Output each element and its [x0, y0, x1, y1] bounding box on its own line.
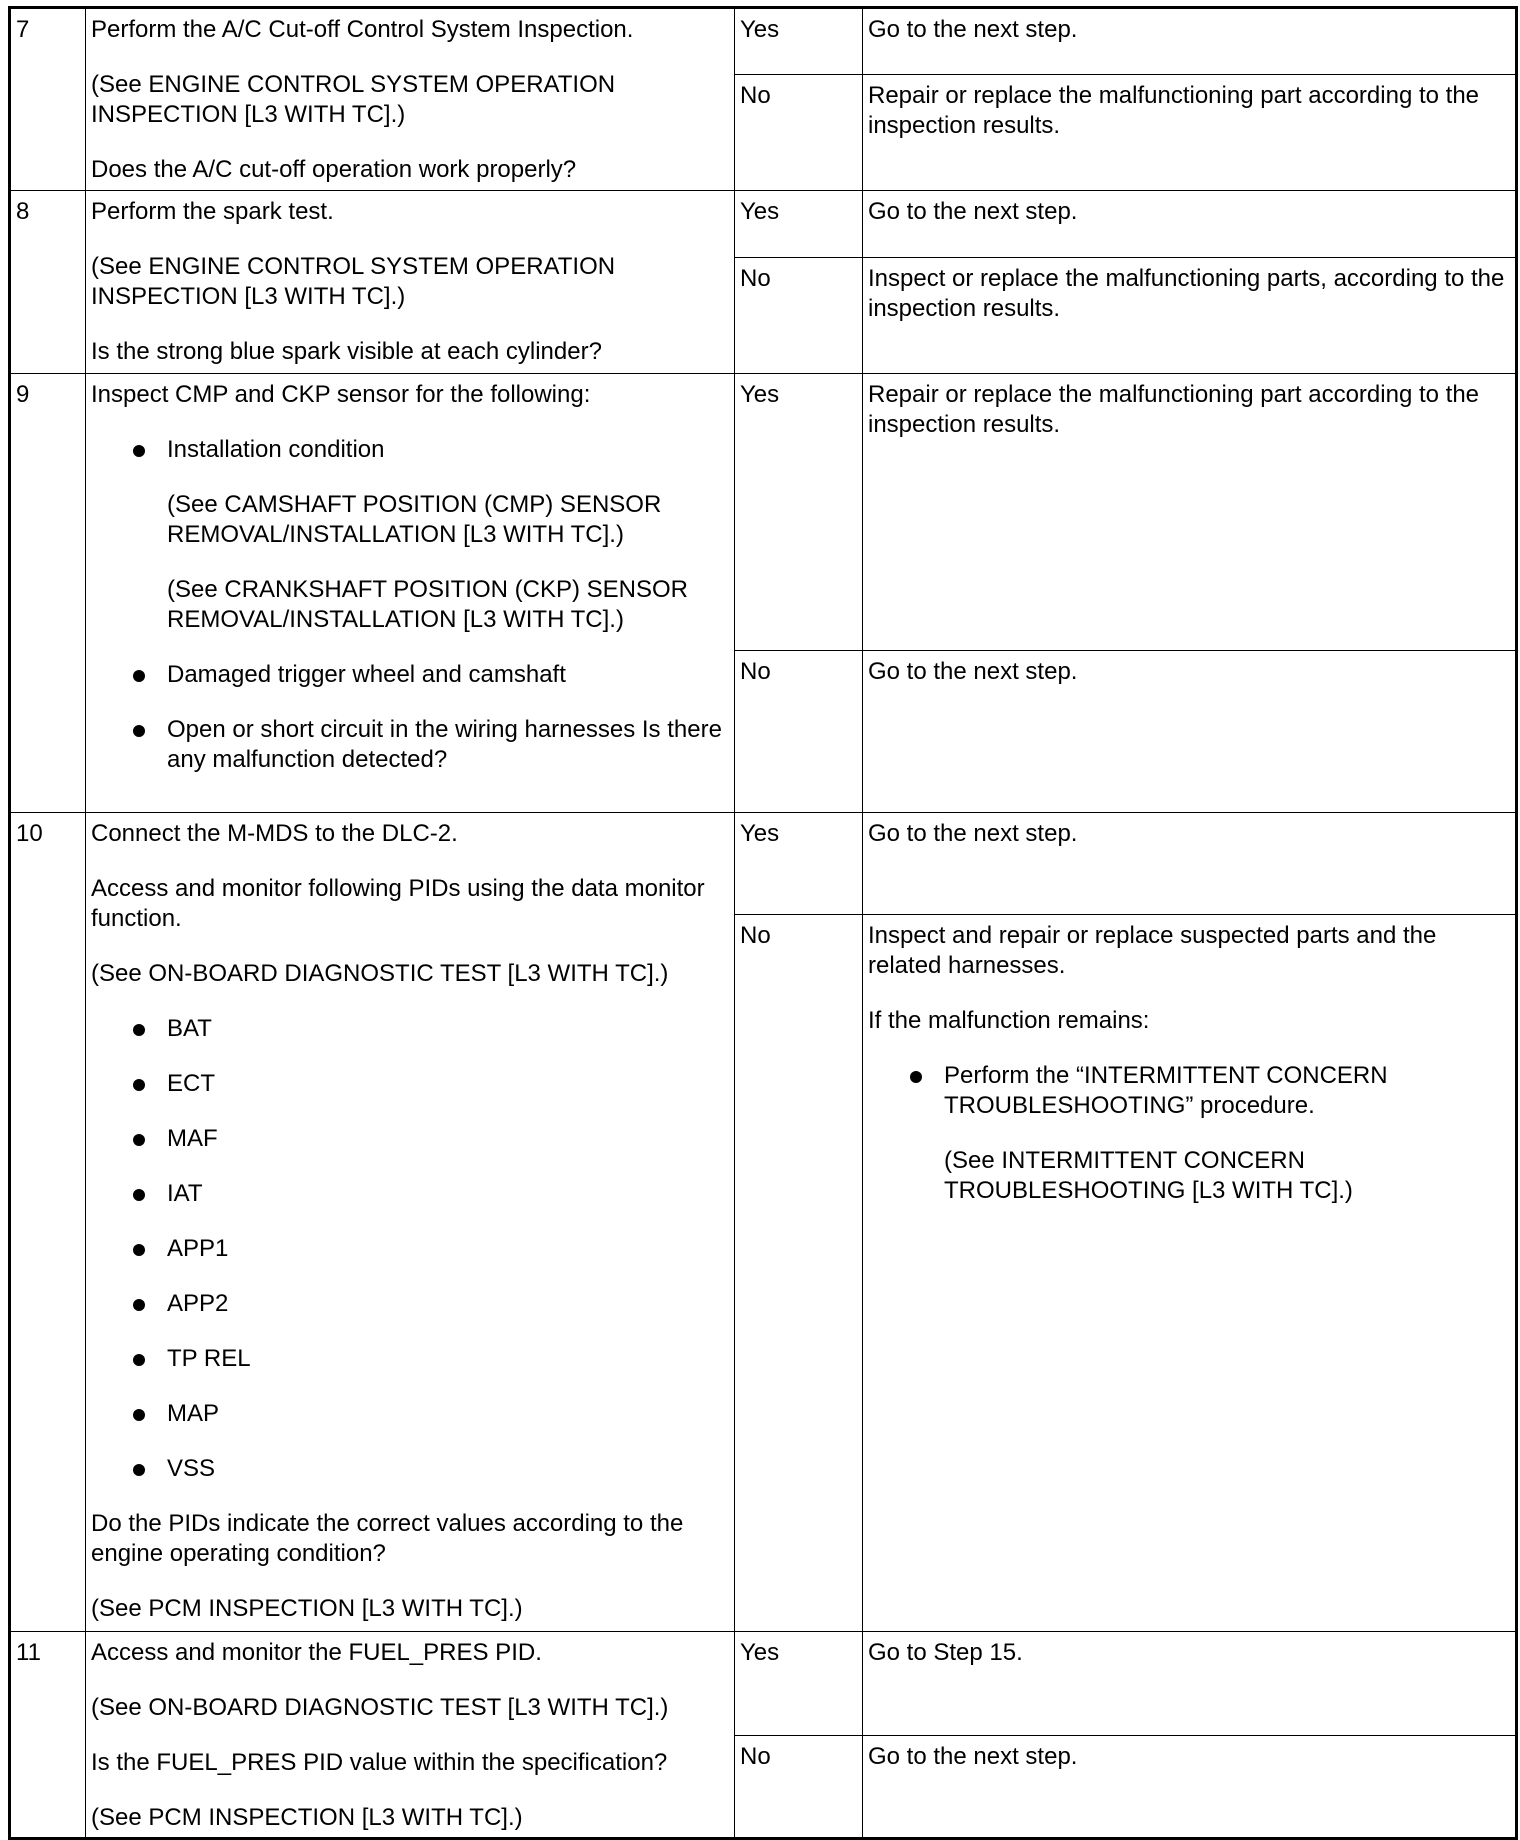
list-item: MAP — [91, 1399, 726, 1429]
bullet-icon — [133, 1244, 145, 1256]
result-text: Inspect and repair or replace suspected parts and the related harnesses. — [868, 922, 1437, 979]
result-no — [863, 915, 1517, 1632]
list-item: Damaged trigger wheel and camshaft — [91, 660, 726, 690]
diagnostic-procedure-table — [8, 6, 1518, 1840]
bullet-icon — [133, 725, 145, 737]
action-text: Inspect CMP and CKP sensor for the following: — [91, 381, 591, 408]
question-text: Does the A/C cut-off operation work properly? — [91, 156, 577, 183]
bullet-icon — [133, 1024, 145, 1036]
step-action — [86, 374, 735, 813]
bullet-icon — [133, 1464, 145, 1476]
list-item: Open or short circuit in the wiring harnesses Is there any malfunction detected? — [91, 715, 726, 775]
list-item: APP1 — [91, 1234, 726, 1264]
pid-list — [91, 1014, 726, 1484]
step-number: 11 — [10, 1632, 86, 1839]
step-10-row-yes — [10, 813, 1517, 915]
question-text: Is the FUEL_PRES PID value within the specification? — [91, 1749, 668, 1776]
reference-text: (See CRANKSHAFT POSITION (CKP) SENSOR REMOVAL/INSTALLATION [L3 WITH TC].) — [167, 576, 688, 633]
result-no: Go to the next step. — [863, 651, 1517, 813]
reference-text: (See ENGINE CONTROL SYSTEM OPERATION INSPECTION [L3 WITH TC].) — [91, 71, 616, 128]
answer-no: No — [735, 75, 863, 191]
answer-no: No — [735, 915, 863, 1632]
step-action — [86, 8, 735, 191]
list-item: TP REL — [91, 1344, 726, 1374]
result-no: Inspect or replace the malfunctioning parts, according to the inspection results. — [863, 258, 1517, 374]
list-item: APP2 — [91, 1289, 726, 1319]
question-text: Do the PIDs indicate the correct values according to the engine operating condition? — [91, 1510, 684, 1567]
answer-yes: Yes — [735, 8, 863, 75]
bullet-icon — [910, 1071, 922, 1083]
step-number: 9 — [10, 374, 86, 813]
step-9-row-yes — [10, 374, 1517, 651]
answer-yes: Yes — [735, 1632, 863, 1736]
reference-text: (See ON-BOARD DIAGNOSTIC TEST [L3 WITH TC].) — [91, 960, 669, 987]
reference-text: (See INTERMITTENT CONCERN TROUBLESHOOTING [L3 WITH TC].) — [944, 1147, 1353, 1204]
step-7-row-yes — [10, 8, 1517, 75]
result-no: Go to the next step. — [863, 1736, 1517, 1839]
result-yes: Go to the next step. — [863, 191, 1517, 258]
bullet-icon — [133, 670, 145, 682]
step-number: 10 — [10, 813, 86, 1632]
followup-list — [868, 1061, 1507, 1206]
result-no: Repair or replace the malfunctioning part according to the inspection results. — [863, 75, 1517, 191]
answer-yes: Yes — [735, 374, 863, 651]
answer-no: No — [735, 651, 863, 813]
answer-no: No — [735, 258, 863, 374]
action-text: Connect the M-MDS to the DLC-2. — [91, 820, 458, 847]
bullet-icon — [133, 445, 145, 457]
step-number: 8 — [10, 191, 86, 374]
step-11-row-yes — [10, 1632, 1517, 1736]
list-item: VSS — [91, 1454, 726, 1484]
list-item: Perform the “INTERMITTENT CONCERN TROUBLESHOOTING” procedure. (See INTERMITTENT CONCERN TROUBLESHOOTING [L3 WITH TC].) — [868, 1061, 1507, 1206]
question-text: Is the strong blue spark visible at each cylinder? — [91, 338, 602, 365]
reference-text: (See CAMSHAFT POSITION (CMP) SENSOR REMOVAL/INSTALLATION [L3 WITH TC].) — [167, 491, 662, 548]
reference-text: (See ENGINE CONTROL SYSTEM OPERATION INSPECTION [L3 WITH TC].) — [91, 253, 616, 310]
list-item: IAT — [91, 1179, 726, 1209]
step-action — [86, 813, 735, 1632]
list-item: Installation condition (See CAMSHAFT POSITION (CMP) SENSOR REMOVAL/INSTALLATION [L3 WITH TC].) (See CRANKSHAFT POSITION (CKP) SENSOR REMOVAL/INSTALLATION [L3 WITH TC].) — [91, 435, 726, 635]
answer-no: No — [735, 1736, 863, 1839]
reference-text: (See ON-BOARD DIAGNOSTIC TEST [L3 WITH TC].) — [91, 1694, 669, 1721]
result-yes: Go to the next step. — [863, 813, 1517, 915]
step-action — [86, 191, 735, 374]
step-8-row-yes — [10, 191, 1517, 258]
answer-yes: Yes — [735, 813, 863, 915]
list-item: ECT — [91, 1069, 726, 1099]
bullet-icon — [133, 1189, 145, 1201]
result-text: If the malfunction remains: — [868, 1007, 1150, 1034]
step-number: 7 — [10, 8, 86, 191]
bullet-icon — [133, 1134, 145, 1146]
list-item: BAT — [91, 1014, 726, 1044]
action-text: Perform the A/C Cut-off Control System Inspection. — [91, 16, 634, 43]
answer-yes: Yes — [735, 191, 863, 258]
action-text: Access and monitor the FUEL_PRES PID. — [91, 1639, 542, 1666]
bullet-icon — [133, 1079, 145, 1091]
result-yes: Go to Step 15. — [863, 1632, 1517, 1736]
bullet-icon — [133, 1409, 145, 1421]
result-yes: Go to the next step. — [863, 8, 1517, 75]
step-action — [86, 1632, 735, 1839]
action-text: Perform the spark test. — [91, 198, 334, 225]
inspection-list — [91, 435, 726, 775]
list-item: MAF — [91, 1124, 726, 1154]
action-text: Access and monitor following PIDs using the data monitor function. — [91, 875, 705, 932]
result-yes: Repair or replace the malfunctioning part according to the inspection results. — [863, 374, 1517, 651]
bullet-icon — [133, 1354, 145, 1366]
reference-text: (See PCM INSPECTION [L3 WITH TC].) — [91, 1595, 523, 1622]
reference-text: (See PCM INSPECTION [L3 WITH TC].) — [91, 1804, 523, 1831]
bullet-icon — [133, 1299, 145, 1311]
